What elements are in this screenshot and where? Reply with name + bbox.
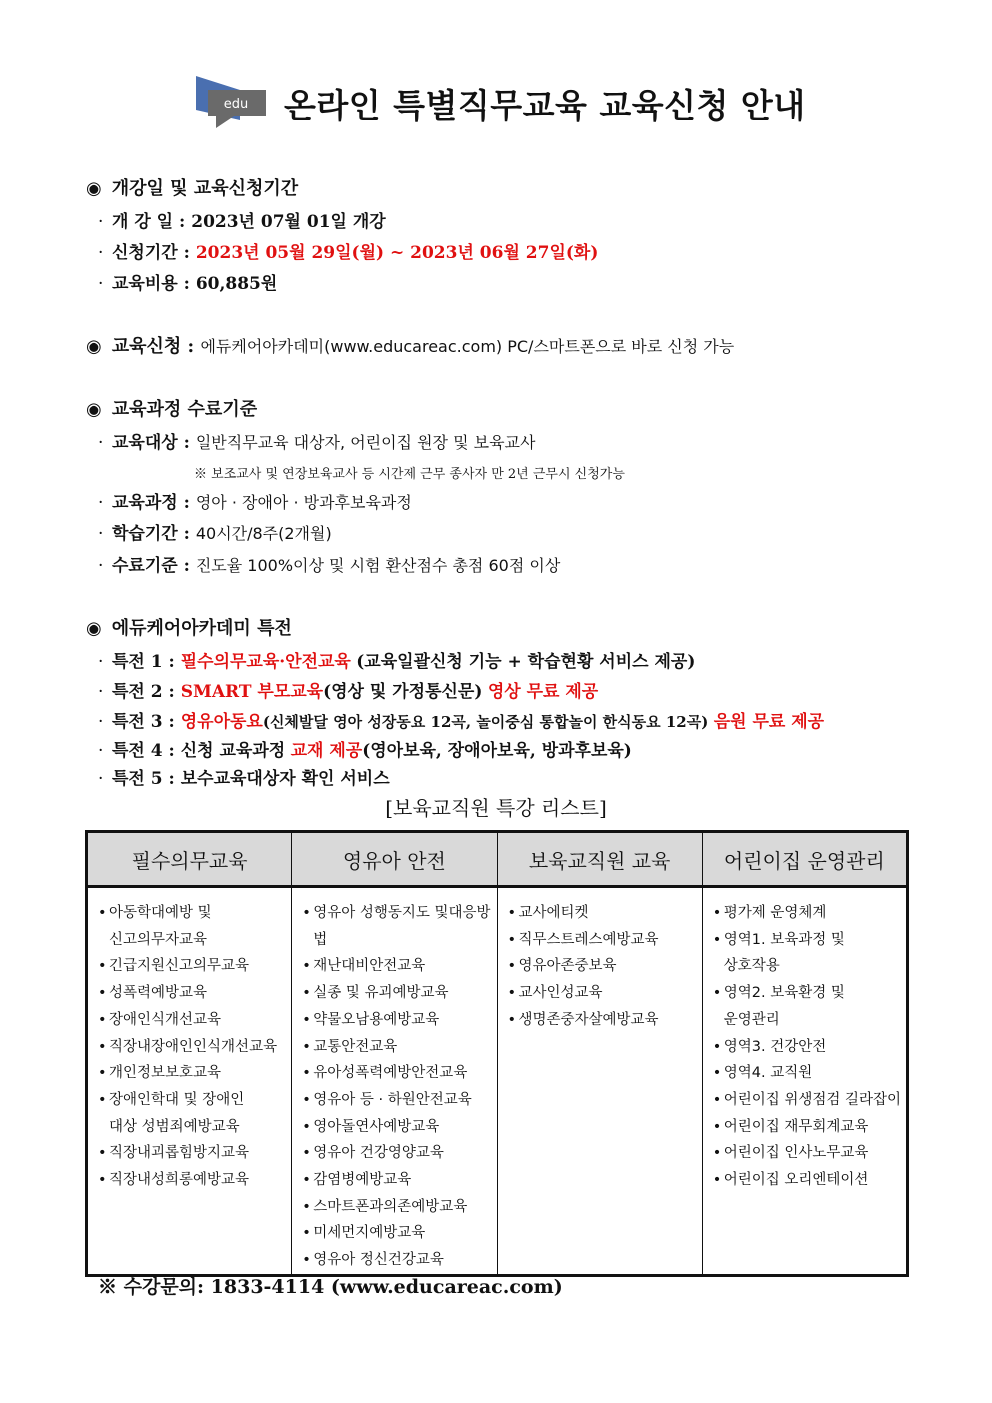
list-item: • 재난대비안전교육 — [302, 953, 496, 980]
list-item: • 스마트폰과의존예방교육 — [302, 1194, 496, 1221]
list-item: • 영아돌연사예방교육 — [302, 1114, 496, 1141]
section-criteria-heading: ◉ 교육과정 수료기준 — [86, 399, 258, 420]
list-item: • 긴급지원신고의무교육 — [98, 953, 291, 980]
list-item: • 직장내괴롭힘방지교육 — [98, 1140, 291, 1167]
column-cell — [702, 887, 907, 1276]
cost-line: · 교육비용 : 60,885원 — [98, 274, 278, 294]
column-cell — [292, 887, 497, 1276]
table-row — [87, 887, 908, 1276]
criteria-line: · 수료기준 : 진도율 100%이상 및 시험 환산점수 총점 60점 이상 — [98, 556, 561, 576]
list-item: • 영유아 성행동지도 및대응방법 — [302, 900, 496, 953]
list-item: • 어린이집 위생점검 길라잡이 — [713, 1087, 906, 1114]
list-item: • 감염병예방교육 — [302, 1167, 496, 1194]
benefit-5: · 특전 5 : 보수교육대상자 확인 서비스 — [98, 769, 390, 789]
bullseye-icon: ◉ — [86, 336, 102, 357]
list-item: • 유아성폭력예방안전교육 — [302, 1060, 496, 1087]
column-cell — [87, 887, 292, 1276]
list-item: • 영역1. 보육과정 및 상호작용 — [713, 927, 906, 980]
bullseye-icon: ◉ — [86, 399, 102, 420]
list-item: • 직장내장애인인식개선교육 — [98, 1034, 291, 1061]
list-item: • 영유아 정신건강교육 — [302, 1247, 496, 1274]
lecture-table — [85, 830, 909, 1277]
column-cell — [497, 887, 702, 1276]
list-item: • 어린이집 인사노무교육 — [713, 1140, 906, 1167]
column-header: 영유아 안전 — [292, 832, 497, 887]
list-item: • 영유아 등 · 하원안전교육 — [302, 1087, 496, 1114]
lecture-list-title: [보육교직원 특강 리스트] — [385, 796, 607, 820]
benefit-1: · 특전 1 : 필수의무교육·안전교육 (교육일괄신청 기능 + 학습현황 서비스 제공) — [98, 652, 696, 672]
apply-period-line: · 신청기간 : 2023년 05월 29일(월) ~ 2023년 06월 27일(화) — [98, 243, 599, 263]
list-item: • 장애인학대 및 장애인 대상 성범죄예방교육 — [98, 1087, 291, 1140]
benefit-4: · 특전 4 : 신청 교육과정 교재 제공(영아보육, 장애아보육, 방과후보육) — [98, 741, 632, 761]
list-item: • 장애인식개선교육 — [98, 1007, 291, 1034]
section-apply-heading: ◉ 교육신청 : 에듀케어아카데미(www.educareac.com) PC/스마트폰으로 바로 신청 가능 — [86, 336, 735, 357]
list-item: • 어린이집 오리엔테이션 — [713, 1167, 906, 1194]
list-item: • 영역4. 교직원 — [713, 1060, 906, 1087]
benefit-3: · 특전 3 : 영유아동요(신체발달 영아 성장동요 12곡, 놀이중심 통합놀이 한식동요 12곡) 음원 무료 제공 — [98, 712, 825, 732]
bullseye-icon: ◉ — [86, 178, 102, 199]
list-item: • 실종 및 유괴예방교육 — [302, 980, 496, 1007]
contact-footer: ※ 수강문의: 1833-4114 (www.educareac.com) — [98, 1276, 563, 1298]
list-item: • 교통안전교육 — [302, 1034, 496, 1061]
list-item: • 교사에티켓 — [508, 900, 702, 927]
list-item: • 평가제 운영체계 — [713, 900, 906, 927]
page-title: 온라인 특별직무교육 교육신청 안내 — [284, 86, 806, 125]
list-item: • 약물오남용예방교육 — [302, 1007, 496, 1034]
list-item: • 직장내성희롱예방교육 — [98, 1167, 291, 1194]
list-item: • 영역2. 보육환경 및 운영관리 — [713, 980, 906, 1033]
benefit-2: · 특전 2 : SMART 부모교육(영상 및 가정통신문) 영상 무료 제공 — [98, 682, 599, 702]
edu-logo — [194, 76, 268, 128]
list-item: • 미세먼지예방교육 — [302, 1220, 496, 1247]
course-line: · 교육과정 : 영아 · 장애아 · 방과후보육과정 — [98, 493, 412, 513]
target-line: · 교육대상 : 일반직무교육 대상자, 어린이집 원장 및 보육교사 — [98, 433, 536, 453]
list-item: • 개인정보보호교육 — [98, 1060, 291, 1087]
page-header — [0, 74, 992, 130]
apply-period-value: 2023년 05월 29일(월) ~ 2023년 06월 27일(화) — [195, 243, 599, 263]
list-item: • 영유아존중보육 — [508, 953, 702, 980]
list-item: • 아동학대예방 및 신고의무자교육 — [98, 900, 291, 953]
column-header: 필수의무교육 — [87, 832, 292, 887]
table-header-row — [87, 832, 908, 887]
list-item: • 영유아 건강영양교육 — [302, 1140, 496, 1167]
bullseye-icon: ◉ — [86, 618, 102, 639]
list-item: • 생명존중자살예방교육 — [508, 1007, 702, 1034]
column-header: 보육교직원 교육 — [497, 832, 702, 887]
section-benefits-heading: ◉ 에듀케어아카데미 특전 — [86, 618, 292, 639]
svg-text:edu: edu — [223, 97, 249, 112]
target-note: ※ 보조교사 및 연장보육교사 등 시간제 근무 종사자 만 2년 근무시 신청가능 — [194, 467, 625, 482]
list-item: • 교사인성교육 — [508, 980, 702, 1007]
duration-line: · 학습기간 : 40시간/8주(2개월) — [98, 524, 332, 544]
column-header: 어린이집 운영관리 — [702, 832, 907, 887]
section-schedule-heading: ◉ 개강일 및 교육신청기간 — [86, 178, 299, 199]
list-item: • 직무스트레스예방교육 — [508, 927, 702, 954]
list-item: • 성폭력예방교육 — [98, 980, 291, 1007]
apply-info: 에듀케어아카데미(www.educareac.com) PC/스마트폰으로 바로 신청 가능 — [200, 337, 735, 356]
list-item: • 영역3. 건강안전 — [713, 1034, 906, 1061]
open-date-line: · 개 강 일 : 2023년 07월 01일 개강 — [98, 212, 386, 232]
list-item: • 어린이집 재무회계교육 — [713, 1114, 906, 1141]
